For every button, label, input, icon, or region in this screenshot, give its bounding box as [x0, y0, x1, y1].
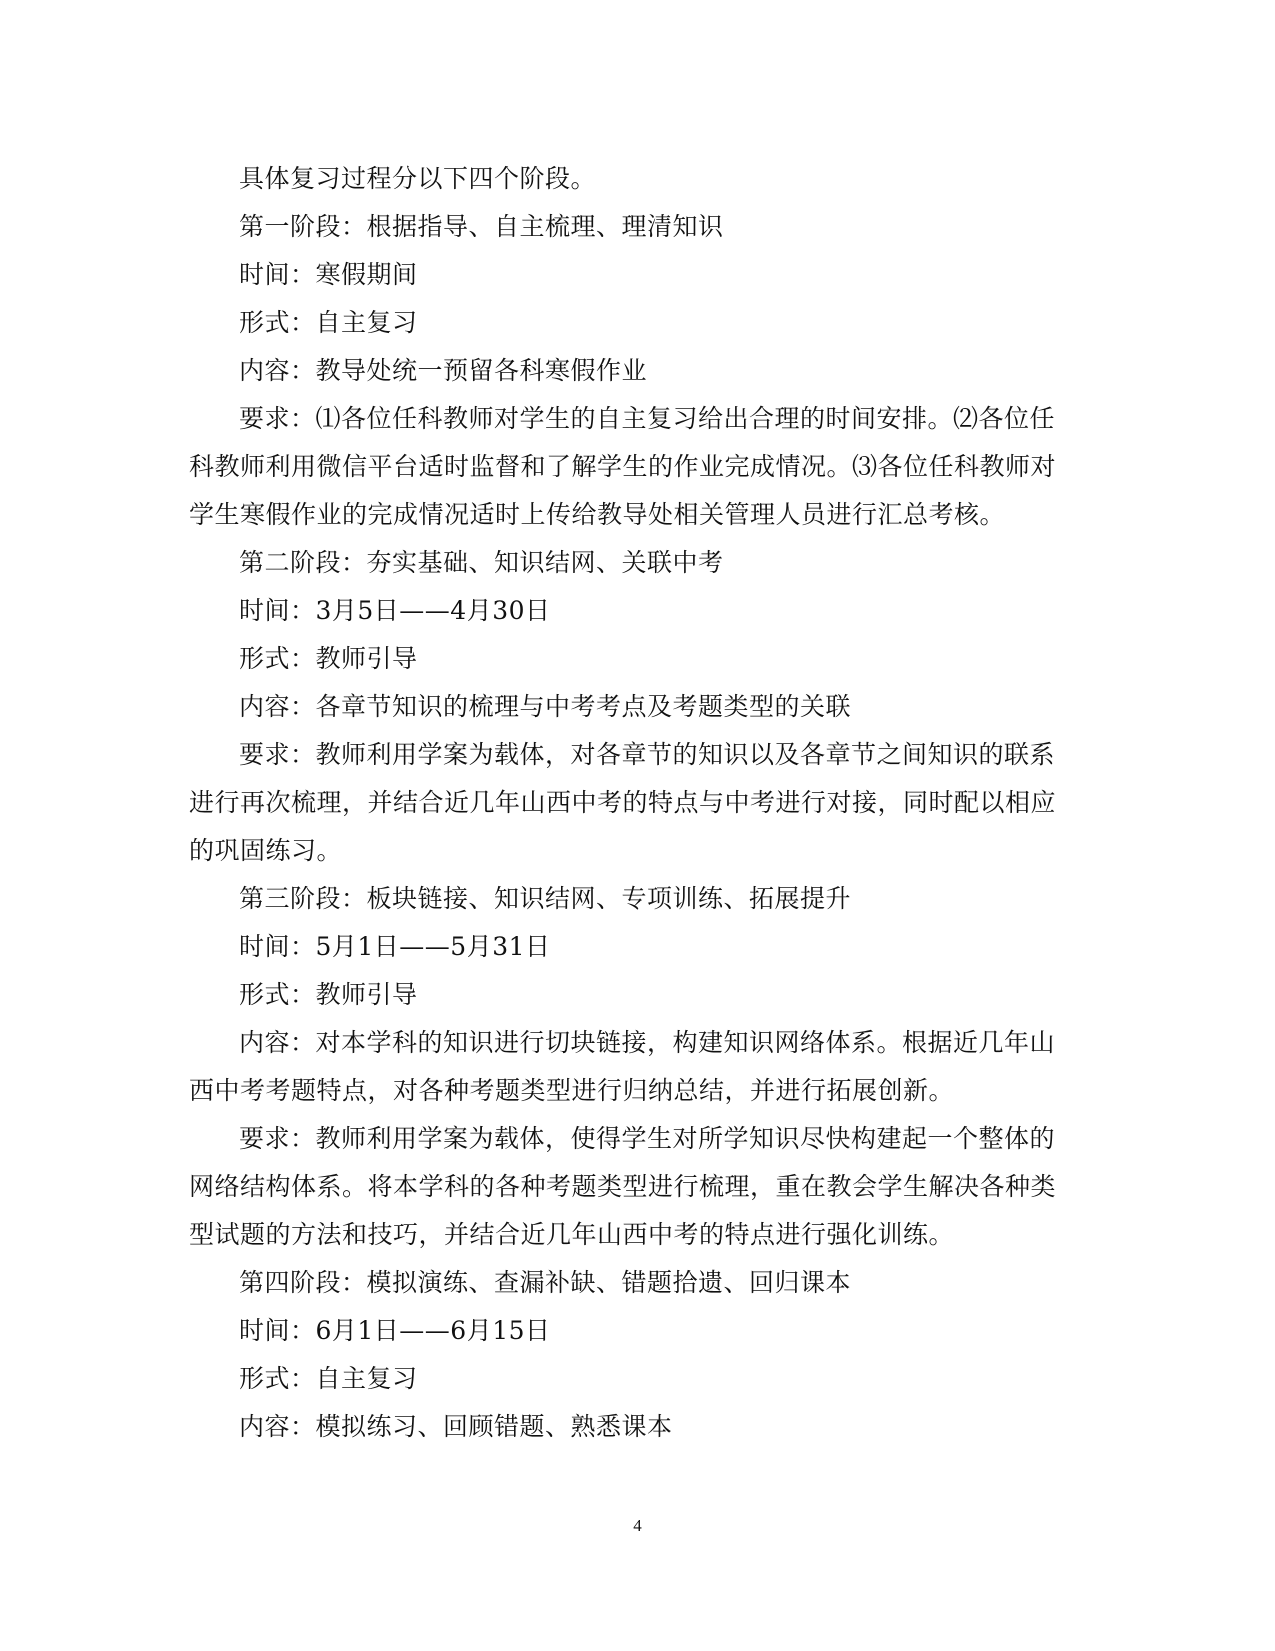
paragraph-stage-3-title: 第三阶段：板块链接、知识结网、专项训练、拓展提升	[239, 884, 852, 913]
paragraph-stage-3-time: 时间：5月1日——5月31日	[239, 932, 551, 961]
document-body	[189, 155, 1069, 1451]
paragraph-stage-3-requirement: 要求：教师利用学案为载体，使得学生对所学知识尽快构建起一个整体的网络结构体系。将本学科的各种考题类型进行梳理，重在教会学生解决各种类型试题的方法和技巧，并结合近几年山西中考的特点进行强化训练。	[189, 1124, 1057, 1249]
paragraph-stage-3-form: 形式：教师引导	[239, 980, 418, 1009]
paragraph-stage-1-requirement: 要求：⑴各位任科教师对学生的自主复习给出合理的时间安排。⑵各位任科教师利用微信平台适时监督和了解学生的作业完成情况。⑶各位任科教师对学生寒假作业的完成情况适时上传给教导处相关管理人员进行汇总考核。	[189, 404, 1057, 529]
paragraph-intro: 具体复习过程分以下四个阶段。	[239, 164, 597, 193]
paragraph-stage-1-time: 时间：寒假期间	[239, 260, 418, 289]
paragraph-stage-4-form: 形式：自主复习	[239, 1364, 418, 1393]
paragraph-stage-2-title: 第二阶段：夯实基础、知识结网、关联中考	[239, 548, 724, 577]
paragraph-stage-2-requirement: 要求：教师利用学案为载体，对各章节的知识以及各章节之间知识的联系进行再次梳理，并结合近几年山西中考的特点与中考进行对接，同时配以相应的巩固练习。	[189, 740, 1057, 865]
paragraph-stage-2-time: 时间：3月5日——4月30日	[239, 596, 551, 625]
paragraph-stage-1-content: 内容：教导处统一预留各科寒假作业	[239, 356, 648, 385]
page-number: 4	[633, 1516, 642, 1535]
paragraph-stage-4-time: 时间：6月1日——6月15日	[239, 1316, 551, 1345]
paragraph-stage-3-content: 内容：对本学科的知识进行切块链接，构建知识网络体系。根据近几年山西中考考题特点，对各种考题类型进行归纳总结，并进行拓展创新。	[189, 1028, 1056, 1105]
paragraph-stage-4-title: 第四阶段：模拟演练、查漏补缺、错题拾遗、回归课本	[239, 1268, 852, 1297]
paragraph-stage-4-content: 内容：模拟练习、回顾错题、熟悉课本	[239, 1412, 673, 1441]
paragraph-stage-1-title: 第一阶段：根据指导、自主梳理、理清知识	[239, 212, 724, 241]
paragraph-stage-1-form: 形式：自主复习	[239, 308, 418, 337]
paragraph-stage-2-content: 内容：各章节知识的梳理与中考考点及考题类型的关联	[239, 692, 852, 721]
paragraph-stage-2-form: 形式：教师引导	[239, 644, 418, 673]
